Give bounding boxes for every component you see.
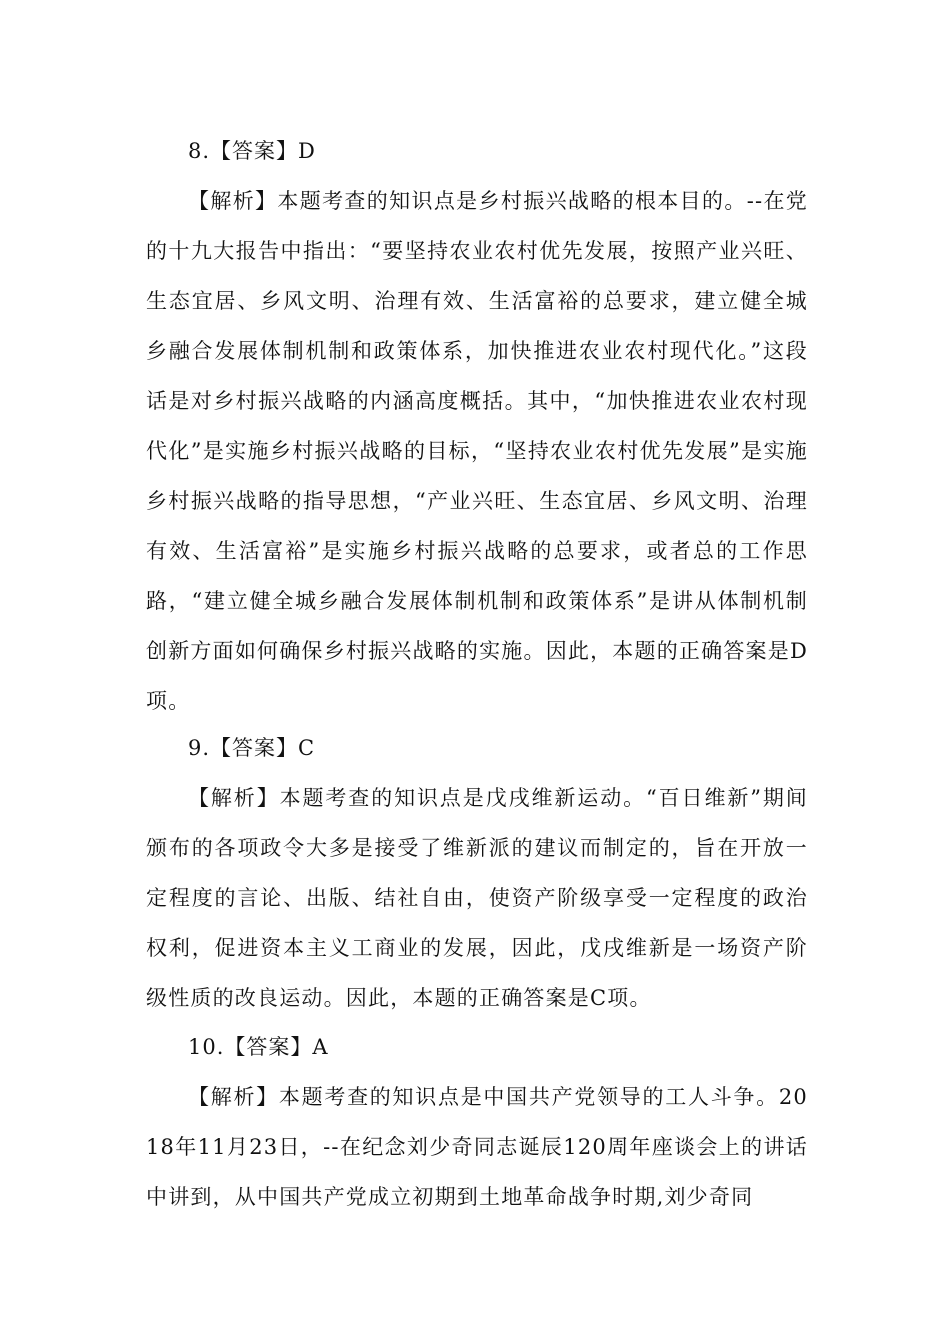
analysis-paragraph-q10: 【解析】本题考查的知识点是中国共产党领导的工人斗争。2018年11月23日，--在纪念刘少奇同志诞辰120周年座谈会上的讲话中讲到，从中国共产党成立初期到土地革命战争时期,刘少奇同 [146,1085,808,1209]
answer-line-q9: 9.【答案】C [188,736,316,760]
analysis-paragraph-q9: 【解析】本题考查的知识点是戊戌维新运动。“百日维新”期间颁布的各项政令大多是接受了维新派的建议而制定的，旨在开放一定程度的言论、出版、结社自由，使资产阶级享受一定程度的政治权利，促进资本主义工商业的发展，因此，戊戌维新是一场资产阶级性质的改良运动。因此，本题的正确答案是C项。 [146,786,808,1010]
analysis-paragraph-q8: 【解析】本题考查的知识点是乡村振兴战略的根本目的。--在党的十九大报告中指出：“要坚持农业农村优先发展，按照产业兴旺、生态宜居、乡风文明、治理有效、生活富裕的总要求，建立健全城乡融合发展体制机制和政策体系，加快推进农业农村现代化。”这段话是对乡村振兴战略的内涵高度概括。其中，“加快推进农业农村现代化”是实施乡村振兴战略的目标，“坚持农业农村优先发展”是实施乡村振兴战略的指导思想，“产业兴旺、生态宜居、乡风文明、治理有效、生活富裕”是实施乡村振兴战略的总要求，或者总的工作思路，“建立健全城乡融合发展体制机制和政策体系”是讲从体制机制创新方面如何确保乡村振兴战略的实施。因此，本题的正确答案是D项。 [146,189,808,713]
answer-line-q10: 10.【答案】A [188,1035,329,1059]
answer-line-q8: 8.【答案】D [188,139,316,163]
